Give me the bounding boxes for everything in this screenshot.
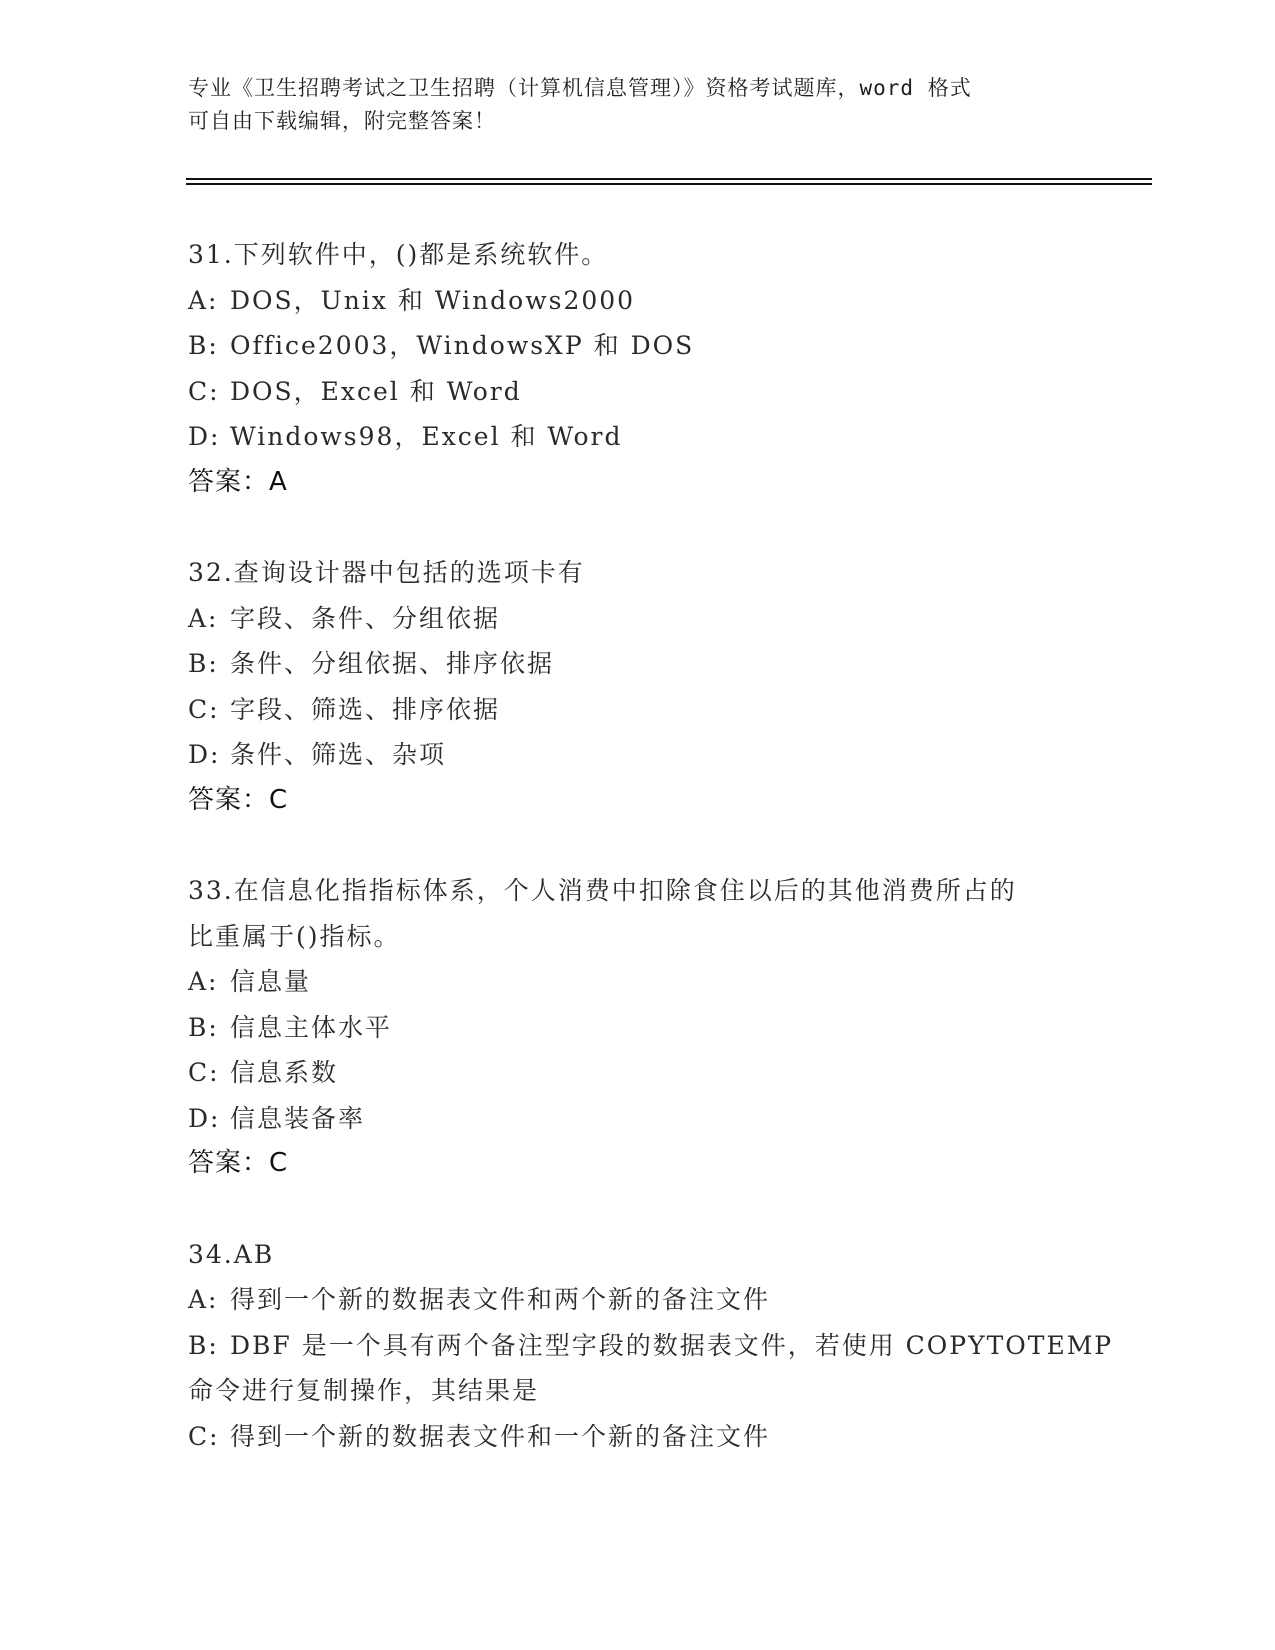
option-letter: B: xyxy=(188,1012,219,1042)
option-letter: A: xyxy=(188,603,219,633)
option-d xyxy=(188,732,1088,778)
option-a xyxy=(188,596,1088,642)
question-32 xyxy=(188,550,1088,823)
answer-label: 答案：C xyxy=(188,784,289,815)
document-header xyxy=(188,72,1088,138)
option-a xyxy=(188,278,1088,324)
option-letter: B: xyxy=(188,1330,219,1360)
question-stem: 32.查询设计器中包括的选项卡有 xyxy=(188,558,585,587)
option-c xyxy=(188,687,1088,733)
option-letter: B: xyxy=(188,649,219,678)
option-d xyxy=(188,414,1088,460)
option-text: DBF 是一个具有两个备注型字段的数据表文件，若使用 COPYTOTEMP xyxy=(230,1330,1114,1360)
question-34 xyxy=(188,1232,1114,1460)
option-text: 得到一个新的数据表文件和两个新的备注文件 xyxy=(230,1285,771,1314)
option-text: 条件、分组依据、排序依据 xyxy=(230,649,555,678)
option-text: DOS，Unix 和 Windows2000 xyxy=(230,285,636,315)
question-stem-continued: 比重属于()指标。 xyxy=(188,921,401,951)
option-b-continued: 命令进行复制操作，其结果是 xyxy=(188,1376,540,1405)
option-letter: C: xyxy=(188,694,220,724)
option-b xyxy=(188,323,1088,369)
option-text: Office2003，WindowsXP 和 DOS xyxy=(230,331,695,360)
option-text: DOS，Excel 和 Word xyxy=(230,376,522,406)
option-text: 字段、筛选、排序依据 xyxy=(230,694,501,724)
option-a xyxy=(188,959,1088,1005)
option-b xyxy=(188,1323,1114,1369)
option-letter: A: xyxy=(188,285,219,315)
answer-label: 答案：C xyxy=(188,1148,289,1178)
question-31 xyxy=(188,232,1088,505)
header-divider-top xyxy=(186,178,1152,180)
question-list xyxy=(188,232,1114,1504)
option-text: 条件、筛选、杂项 xyxy=(230,740,447,769)
question-33 xyxy=(188,868,1088,1187)
option-letter: D: xyxy=(188,1103,221,1133)
option-b xyxy=(188,641,1088,687)
option-d xyxy=(188,1096,1088,1142)
header-line-1: 专业《卫生招聘考试之卫生招聘（计算机信息管理）》资格考试题库，word 格式 xyxy=(188,76,972,100)
question-stem: 34.AB xyxy=(188,1239,275,1269)
header-line-2: 可自由下载编辑，附完整答案！ xyxy=(188,109,496,133)
option-a xyxy=(188,1277,1088,1323)
option-text: 信息系数 xyxy=(230,1058,339,1087)
option-letter: C: xyxy=(188,376,220,406)
option-c xyxy=(188,1414,1088,1460)
option-c xyxy=(188,369,1088,415)
question-stem: 31.下列软件中，()都是系统软件。 xyxy=(188,240,609,269)
option-letter: D: xyxy=(188,740,221,769)
option-text: Windows98，Excel 和 Word xyxy=(230,422,623,451)
option-c xyxy=(188,1050,1088,1096)
option-text: 字段、条件、分组依据 xyxy=(230,603,501,633)
option-text: 信息装备率 xyxy=(230,1103,366,1133)
option-text: 得到一个新的数据表文件和一个新的备注文件 xyxy=(230,1421,771,1451)
option-letter: C: xyxy=(188,1058,220,1087)
option-text: 信息量 xyxy=(230,967,312,996)
option-letter: C: xyxy=(188,1421,220,1451)
answer-label: 答案：A xyxy=(188,466,288,497)
header-divider-bottom xyxy=(186,183,1152,185)
option-text: 信息主体水平 xyxy=(230,1012,393,1042)
option-letter: A: xyxy=(188,1285,219,1314)
option-letter: A: xyxy=(188,967,219,996)
option-b xyxy=(188,1005,1088,1051)
option-letter: D: xyxy=(188,422,221,451)
question-stem: 33.在信息化指指标体系，个人消费中扣除食住以后的其他消费所占的 xyxy=(188,876,1017,905)
option-letter: B: xyxy=(188,331,219,360)
